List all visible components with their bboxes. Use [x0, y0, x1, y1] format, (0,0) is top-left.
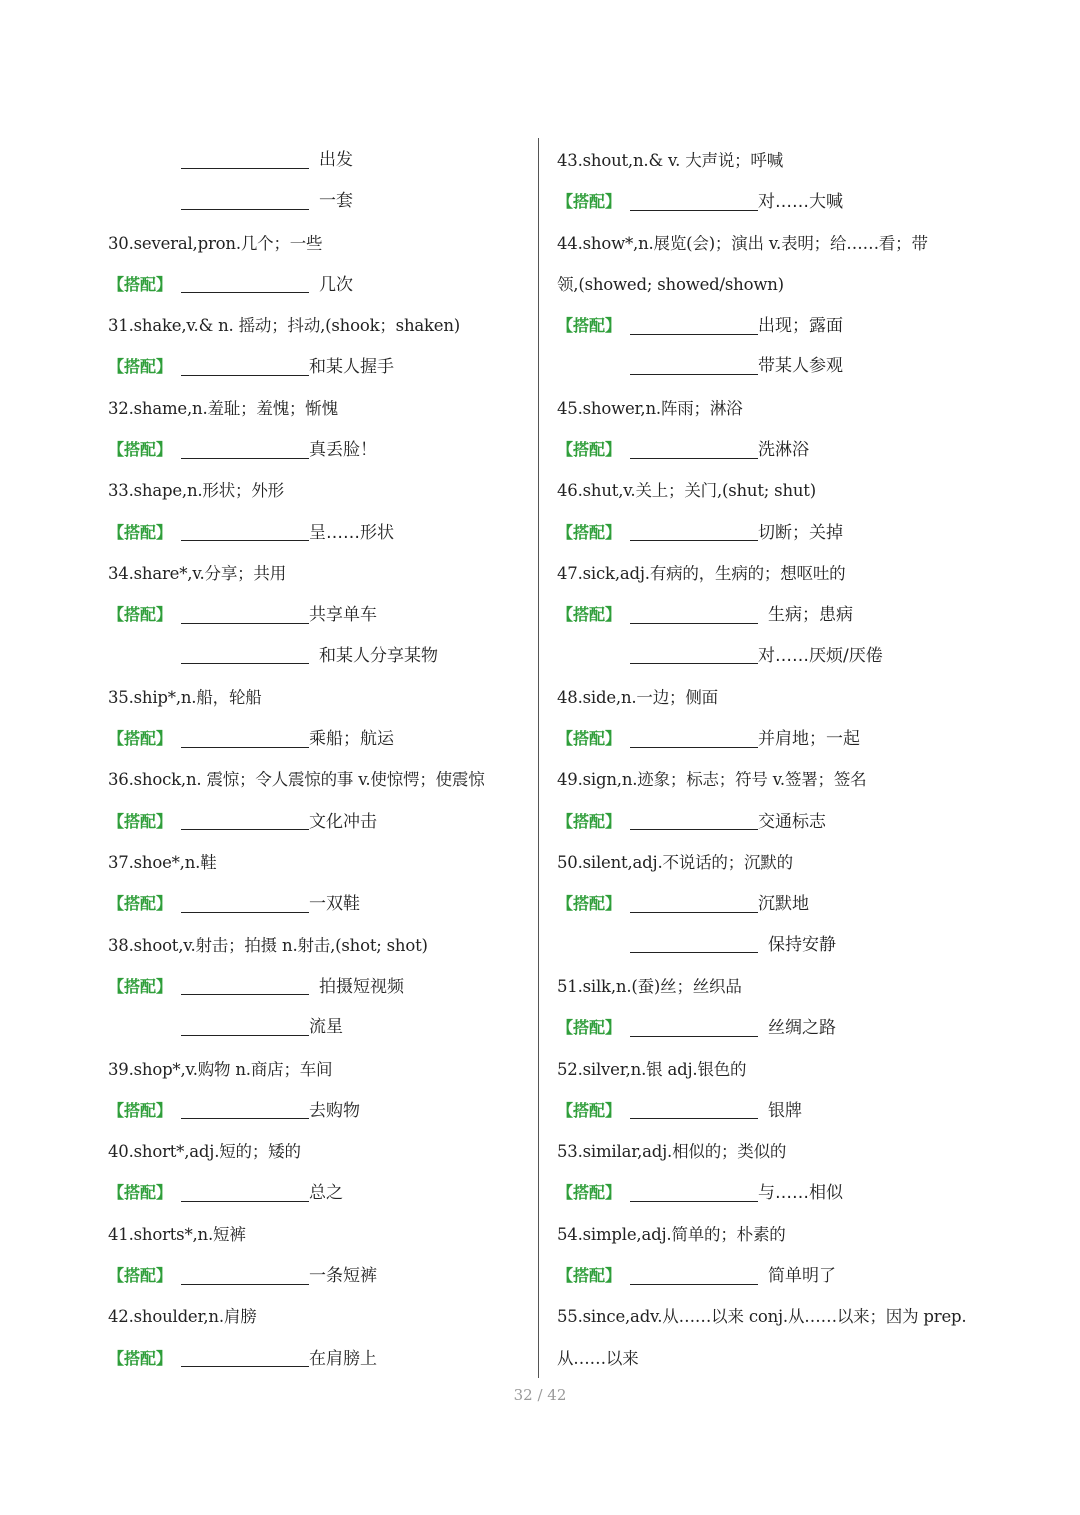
fill-in-blank [181, 1034, 309, 1036]
fill-in-blank [630, 746, 758, 748]
vocab-entry-heading: 46.shut,v.关上；关门,(shut; shut) [557, 481, 816, 501]
collocation-line [557, 429, 977, 470]
collocation-meaning: 一套 [319, 191, 353, 212]
collocation-meaning: 去购物 [309, 1100, 360, 1121]
vocab-entry-heading: 52.silver,n.银 adj.银色的 [557, 1059, 747, 1079]
fill-in-blank [630, 209, 758, 211]
collocation-tag: 【搭配】 [557, 729, 622, 749]
fill-in-blank [181, 622, 309, 624]
collocation-meaning: 对……厌烦/厌倦 [758, 645, 883, 666]
vocab-entry-heading: 45.shower,n.阵雨；淋浴 [557, 398, 743, 418]
collocation-tag: 【搭配】 [557, 192, 622, 212]
collocation-tag: 【搭配】 [108, 729, 173, 749]
vocab-entry-heading: 领,(showed; showed/shown) [557, 274, 784, 294]
collocation-tag: 【搭配】 [108, 274, 173, 294]
collocation-meaning: 保持安静 [768, 934, 836, 955]
collocation-meaning: 出现；露面 [758, 316, 843, 337]
collocation-line [108, 429, 528, 470]
collocation-tag: 【搭配】 [557, 1018, 622, 1038]
fill-in-blank [181, 167, 309, 169]
collocation-tag: 【搭配】 [108, 440, 173, 460]
vocab-entry-heading: 42.shoulder,n.肩膀 [108, 1307, 257, 1327]
collocation-meaning: 一双鞋 [309, 894, 360, 915]
collocation-line [557, 512, 977, 553]
vocab-entry-heading: 48.side,n.一边；侧面 [557, 687, 718, 707]
vocab-entry-heading: 44.show*,n.展览(会)；演出 v.表明；给……看；带 [557, 233, 928, 253]
fill-in-blank [181, 746, 309, 748]
vocab-entry-heading: 33.shape,n.形状；外形 [108, 481, 284, 501]
collocation-line [108, 346, 528, 387]
collocation-tag: 【搭配】 [557, 894, 622, 914]
collocation-continuation [108, 636, 528, 677]
vocab-entry-heading: 49.sign,n.迹象；标志；符号 v.签署；签名 [557, 770, 867, 790]
collocation-line [557, 1172, 977, 1213]
vocab-entry-heading: 从……以来 [557, 1348, 639, 1368]
collocation-tag: 【搭配】 [557, 440, 622, 460]
vocab-entry-heading: 36.shock,n. 震惊；令人震惊的事 v.使惊愕；使震惊 [108, 770, 485, 790]
vocab-entry-heading: 50.silent,adj.不说话的；沉默的 [557, 853, 793, 873]
collocation-meaning: 切断；关掉 [758, 522, 843, 543]
fill-in-blank [181, 1117, 309, 1119]
fill-in-blank [630, 951, 758, 953]
collocation-line [557, 883, 977, 924]
collocation-line [108, 1172, 528, 1213]
fill-in-blank [630, 457, 758, 459]
fill-in-blank [181, 457, 309, 459]
collocation-meaning: 和某人握手 [309, 357, 394, 378]
vocab-entry-heading: 43.shout,n.& v. 大声说；呼喊 [557, 151, 784, 170]
fill-in-blank [630, 1035, 758, 1037]
fill-in-blank [630, 1117, 758, 1119]
fill-in-blank [181, 1200, 309, 1202]
fill-in-blank [630, 539, 758, 541]
collocation-tag: 【搭配】 [557, 1183, 622, 1203]
vocab-entry-heading: 55.since,adv.从……以来 conj.从……以来；因为 prep. [557, 1307, 967, 1327]
fill-in-blank [181, 374, 309, 376]
collocation-tag: 【搭配】 [108, 1348, 173, 1368]
fill-in-blank [630, 373, 758, 375]
fill-in-blank [630, 622, 758, 624]
collocation-continuation [557, 346, 977, 387]
collocation-meaning: 出发 [319, 150, 353, 170]
fill-in-blank [181, 828, 309, 830]
fill-in-blank [630, 911, 758, 913]
collocation-line [557, 718, 977, 759]
collocation-tag: 【搭配】 [108, 894, 173, 914]
column-divider [538, 138, 539, 1378]
vocab-entry-heading: 30.several,pron.几个；一些 [108, 233, 323, 253]
collocation-meaning: 共享单车 [309, 605, 377, 626]
collocation-continuation [108, 140, 528, 181]
collocation-line [108, 1338, 528, 1379]
collocation-meaning: 流星 [309, 1017, 343, 1038]
collocation-continuation [108, 1007, 528, 1048]
collocation-tag: 【搭配】 [557, 316, 622, 336]
collocation-line [557, 801, 977, 842]
collocation-line [108, 801, 528, 842]
collocation-line [557, 181, 977, 222]
collocation-meaning: 对……大喊 [758, 192, 843, 213]
fill-in-blank [181, 539, 309, 541]
collocation-tag: 【搭配】 [108, 811, 173, 831]
collocation-continuation [557, 636, 977, 677]
vocab-entry-heading: 34.share*,v.分享；共用 [108, 563, 287, 583]
vocab-entry-heading: 38.shoot,v.射击；拍摄 n.射击,(shot; shot) [108, 935, 428, 955]
vocab-entry-heading: 40.short*,adj.短的；矮的 [108, 1142, 301, 1162]
fill-in-blank [181, 911, 309, 913]
collocation-line [557, 305, 977, 346]
vocab-entry-heading: 47.sick,adj.有病的，生病的；想呕吐的 [557, 563, 846, 583]
collocation-line [108, 883, 528, 924]
vocab-entry-heading: 39.shop*,v.购物 n.商店；车间 [108, 1059, 333, 1079]
vocab-entry-heading: 51.silk,n.(蚕)丝；丝织品 [557, 976, 742, 996]
collocation-meaning: 和某人分享某物 [319, 645, 438, 666]
collocation-meaning: 丝绸之路 [768, 1018, 836, 1039]
fill-in-blank [181, 993, 309, 995]
fill-in-blank [630, 828, 758, 830]
collocation-tag: 【搭配】 [108, 357, 173, 377]
collocation-meaning: 呈……形状 [309, 522, 394, 543]
collocation-tag: 【搭配】 [108, 605, 173, 625]
collocation-meaning: 生病；患病 [768, 605, 853, 626]
vocab-entry-heading: 31.shake,v.& n. 摇动；抖动,(shook；shaken) [108, 316, 461, 336]
collocation-tag: 【搭配】 [108, 1100, 173, 1120]
fill-in-blank [630, 1200, 758, 1202]
collocation-tag: 【搭配】 [108, 976, 173, 996]
collocation-meaning: 拍摄短视频 [319, 976, 404, 997]
collocation-meaning: 并肩地；一起 [758, 729, 860, 750]
collocation-meaning: 沉默地 [758, 894, 809, 915]
collocation-meaning: 与……相似 [758, 1183, 843, 1204]
collocation-line [108, 966, 528, 1007]
vocab-entry-heading: 54.simple,adj.简单的；朴素的 [557, 1224, 786, 1244]
collocation-line [108, 1090, 528, 1131]
fill-in-blank [630, 662, 758, 664]
collocation-tag: 【搭配】 [108, 1266, 173, 1286]
collocation-line [557, 1090, 977, 1131]
collocation-meaning: 洗淋浴 [758, 440, 809, 461]
collocation-meaning: 乘船；航运 [309, 729, 394, 750]
collocation-tag: 【搭配】 [557, 605, 622, 625]
collocation-line [108, 594, 528, 635]
collocation-line [108, 718, 528, 759]
vocab-entry-heading: 37.shoe*,n.鞋 [108, 853, 217, 873]
collocation-line [557, 1255, 977, 1296]
vocab-entry-heading: 32.shame,n.羞耻；羞愧；惭愧 [108, 398, 338, 418]
collocation-meaning: 一条短裤 [309, 1266, 377, 1287]
collocation-meaning: 总之 [309, 1183, 343, 1204]
collocation-tag: 【搭配】 [108, 522, 173, 542]
fill-in-blank [181, 291, 309, 293]
collocation-tag: 【搭配】 [557, 1266, 622, 1286]
fill-in-blank [181, 662, 309, 664]
vocab-entry-heading: 53.similar,adj.相似的；类似的 [557, 1142, 787, 1162]
collocation-meaning: 在肩膀上 [309, 1348, 377, 1369]
fill-in-blank [181, 208, 309, 210]
collocation-line [108, 264, 528, 305]
page-number: 32 / 42 [513, 1386, 567, 1404]
collocation-continuation [108, 181, 528, 222]
collocation-meaning: 简单明了 [768, 1266, 836, 1287]
vocab-entry-heading: 35.ship*,n.船，轮船 [108, 687, 262, 707]
fill-in-blank [181, 1283, 309, 1285]
vocab-entry-heading: 41.shorts*,n.短裤 [108, 1224, 246, 1244]
collocation-meaning: 带某人参观 [758, 356, 843, 377]
collocation-line [108, 1255, 528, 1296]
collocation-tag: 【搭配】 [557, 1100, 622, 1120]
collocation-meaning: 几次 [319, 274, 353, 295]
fill-in-blank [630, 1283, 758, 1285]
collocation-meaning: 真丢脸！ [309, 440, 377, 461]
collocation-meaning: 银牌 [768, 1100, 802, 1121]
collocation-meaning: 文化冲击 [309, 811, 377, 832]
collocation-meaning: 交通标志 [758, 811, 826, 832]
collocation-tag: 【搭配】 [108, 1183, 173, 1203]
collocation-line [557, 1007, 977, 1048]
fill-in-blank [630, 333, 758, 335]
collocation-continuation [557, 925, 977, 966]
fill-in-blank [181, 1365, 309, 1367]
right-column [557, 140, 977, 1379]
collocation-tag: 【搭配】 [557, 811, 622, 831]
collocation-tag: 【搭配】 [557, 522, 622, 542]
collocation-line [557, 594, 977, 635]
left-column [108, 140, 528, 1379]
collocation-line [108, 512, 528, 553]
